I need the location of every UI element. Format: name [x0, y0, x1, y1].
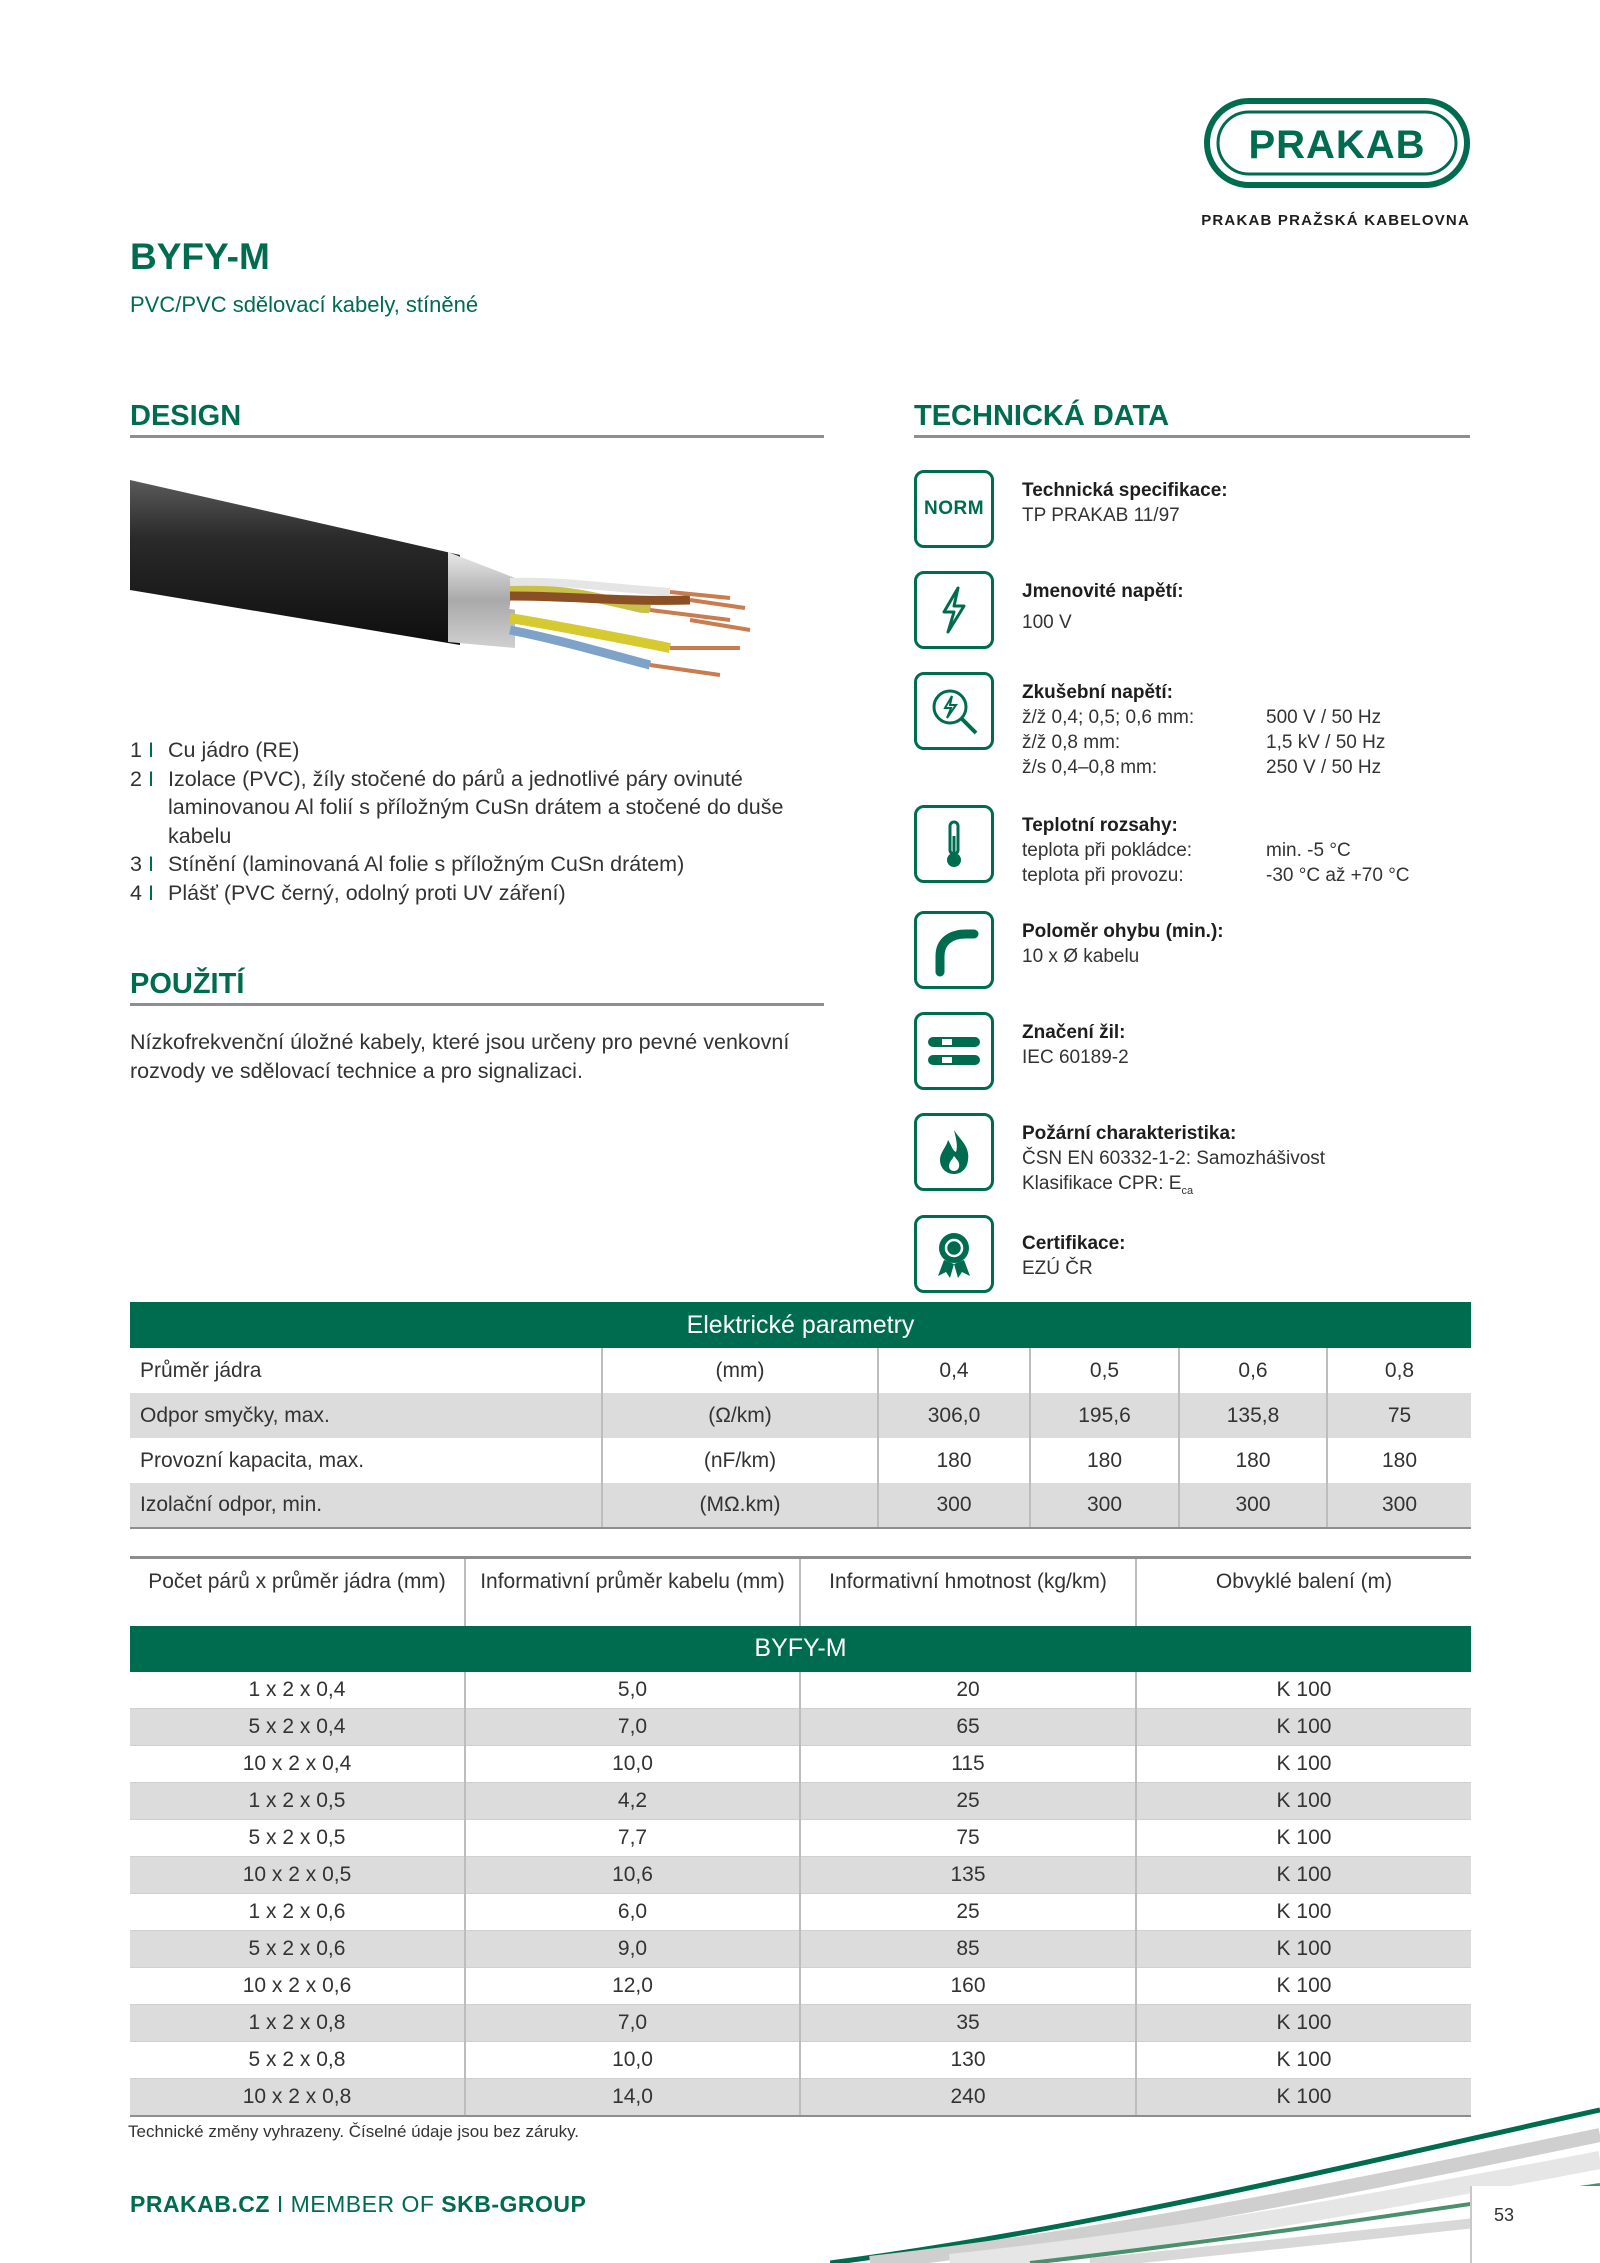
col-header: Informativní průměr kabelu (mm) — [465, 1558, 800, 1626]
marking-label: Značení žil: — [1022, 1022, 1126, 1043]
temp-label: Teplotní rozsahy: — [1022, 815, 1178, 836]
design-heading: DESIGN — [130, 400, 824, 438]
electrical-caption: Elektrické parametry — [130, 1302, 1471, 1348]
voltage-label: Jmenovité napětí: — [1022, 581, 1184, 602]
table-row: 5 x 2 x 0,5 7,7 75 K 100 — [130, 1820, 1471, 1857]
norm-icon: NORM — [914, 470, 994, 548]
table-row: 1 x 2 x 0,4 5,0 20 K 100 — [130, 1672, 1471, 1709]
col-header: Obvyklé balení (m) — [1136, 1558, 1471, 1626]
design-item: 1 I Cu jádro (RE) — [130, 738, 300, 762]
table-row: 10 x 2 x 0,4 10,0 115 K 100 — [130, 1746, 1471, 1783]
test-row: ž/ž 0,8 mm: 1,5 kV / 50 Hz — [1022, 732, 1386, 753]
table-row: 5 x 2 x 0,8 10,0 130 K 100 — [130, 2042, 1471, 2079]
col-header: Informativní hmotnost (kg/km) — [800, 1558, 1136, 1626]
footer-brand: PRAKAB.CZ I MEMBER OF SKB-GROUP — [130, 2191, 587, 2217]
table-row: 1 x 2 x 0,8 7,0 35 K 100 — [130, 2005, 1471, 2042]
temp-row: teplota při pokládce: min. -5 °C — [1022, 840, 1351, 861]
prakab-logo — [1204, 98, 1470, 188]
bend-value: 10 x Ø kabelu — [1022, 946, 1140, 967]
col-header: Počet párů x průměr jádra (mm) — [130, 1558, 465, 1626]
electrical-row: Odpor smyčky, max. (Ω/km) 306,0 195,6 135,8 75 — [130, 1393, 1471, 1438]
tech-heading: TECHNICKÁ DATA — [914, 400, 1470, 438]
electrical-table — [130, 1302, 1471, 1529]
fire-line2: Klasifikace CPR: $E_{ca}$ — [1022, 1173, 1194, 1197]
footer-site[interactable]: PRAKAB.CZ — [130, 2191, 270, 2217]
fire-line1: ČSN EN 60332-1-2: Samozhášivost — [1022, 1148, 1326, 1169]
cert-label: Certifikace: — [1022, 1233, 1126, 1254]
table-row: 5 x 2 x 0,6 9,0 85 K 100 — [130, 1931, 1471, 1968]
temp-row: teplota při provozu: -30 °C až +70 °C — [1022, 865, 1410, 886]
product-subtitle: PVC/PVC sdělovací kabely, stíněné — [130, 292, 479, 317]
table-row: 5 x 2 x 0,4 7,0 65 K 100 — [130, 1709, 1471, 1746]
company-name: PRAKAB PRAŽSKÁ KABELOVNA — [1201, 212, 1470, 229]
product-header-row — [130, 1558, 1471, 1626]
spec-label: Technická specifikace: — [1022, 480, 1228, 501]
voltage-value: 100 V — [1022, 612, 1072, 633]
fire-icon — [914, 1113, 994, 1191]
logo-wordmark: PRAKAB — [1248, 123, 1426, 167]
table-row: 10 x 2 x 0,8 14,0 240 K 100 — [130, 2079, 1471, 2116]
footer-group: SKB-GROUP — [441, 2191, 587, 2217]
test-voltage-icon — [914, 672, 994, 750]
test-label: Zkušební napětí: — [1022, 682, 1173, 703]
design-list — [130, 736, 820, 907]
disclaimer-note: Technické změny vyhrazeny. Číselné údaje jsou bez záruky. — [128, 2122, 580, 2141]
design-item: 3 I Stínění (laminovaná Al folie s příložným CuSn drátem) — [130, 852, 685, 876]
electrical-row: Provozní kapacita, max. (nF/km) 180 180 180 180 — [130, 1438, 1471, 1483]
table-row: 1 x 2 x 0,5 4,2 25 K 100 — [130, 1783, 1471, 1820]
product-table — [130, 1556, 1471, 2117]
core-marking-icon — [914, 1012, 994, 1090]
electrical-row: Izolační odpor, min. (MΩ.km) 300 300 300 300 — [130, 1483, 1471, 1528]
certificate-icon — [914, 1215, 994, 1293]
design-item: 4 I Plášť (PVC černý, odolný proti UV záření) — [130, 880, 566, 905]
cert-value: EZÚ ČR — [1022, 1258, 1093, 1279]
test-row: ž/s 0,4–0,8 mm: 250 V / 50 Hz — [1022, 757, 1382, 778]
product-band: BYFY-M — [130, 1626, 1471, 1672]
table-row: 10 x 2 x 0,6 12,0 160 K 100 — [130, 1968, 1471, 2005]
marking-value: IEC 60189-2 — [1022, 1047, 1129, 1068]
page-number: 53 — [1494, 2205, 1515, 2225]
product-title: BYFY-M — [130, 236, 270, 277]
fire-label: Požární charakteristika: — [1022, 1123, 1237, 1144]
electrical-row: Průměr jádra (mm) 0,4 0,5 0,6 0,8 — [130, 1348, 1471, 1393]
thermometer-icon — [914, 805, 994, 883]
usage-text: Nízkofrekvenční úložné kabely, které jsou určeny pro pevné venkovní rozvody ve sdělovací technice a pro signalizaci. — [130, 1030, 790, 1083]
lightning-icon — [914, 571, 994, 649]
cable-image — [130, 470, 820, 720]
table-row: 10 x 2 x 0,5 10,6 135 K 100 — [130, 1857, 1471, 1894]
bend-radius-icon — [914, 911, 994, 989]
test-row: ž/ž 0,4; 0,5; 0,6 mm: 500 V / 50 Hz — [1022, 707, 1382, 728]
design-item: 2 I Izolace (PVC), žíly stočené do párů a jednotlivé páry ovinuté laminovanou Al folií s příložným CuSn drátem a stočené do duše kabelu — [130, 766, 784, 848]
bend-label: Poloměr ohybu (min.): — [1022, 921, 1224, 942]
table-row: 1 x 2 x 0,6 6,0 25 K 100 — [130, 1894, 1471, 1931]
usage-heading: POUŽITÍ — [130, 968, 824, 1006]
spec-value: TP PRAKAB 11/97 — [1022, 505, 1180, 526]
page-number-box — [1470, 2186, 1600, 2263]
